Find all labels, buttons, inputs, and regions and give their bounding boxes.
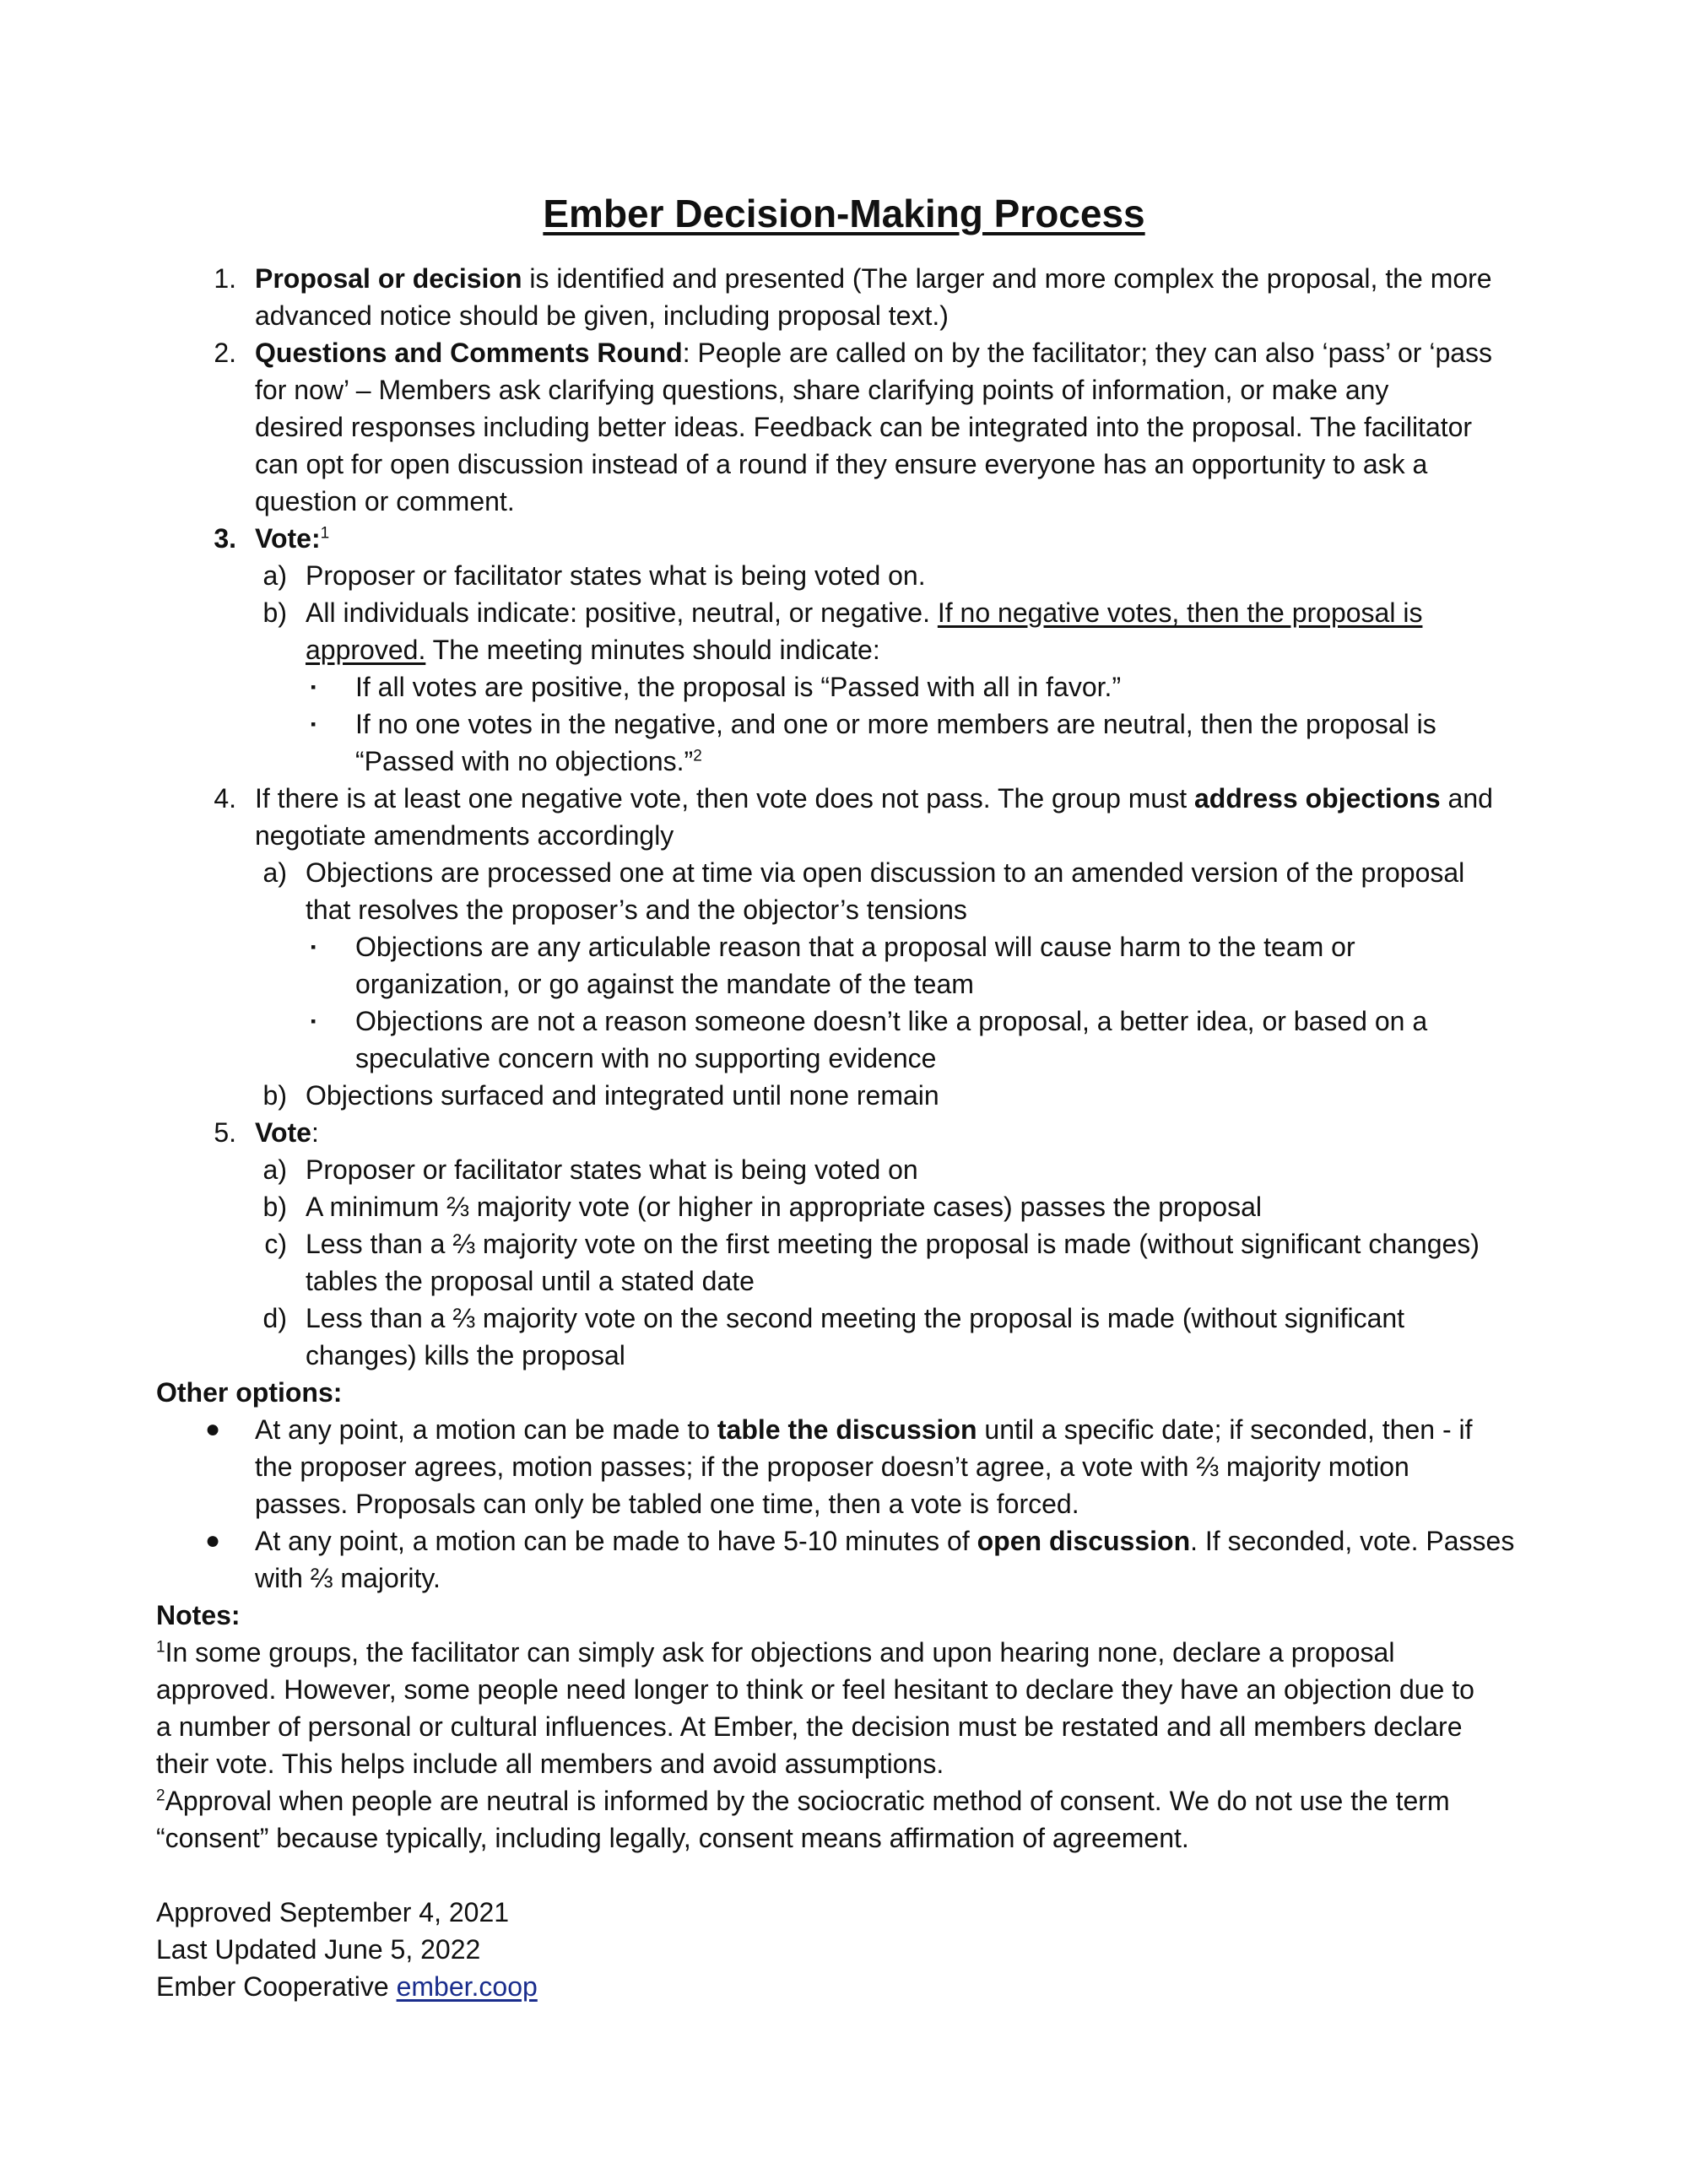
step-4-text: If there is at least one negative vote, then vote does not pass. The group must (255, 783, 1194, 814)
note-2-text: Approval when people are neutral is informed by the sociocratic method of consent. We do not use the term (165, 1786, 1450, 1816)
bullet-icon: ● (205, 1415, 221, 1443)
sub-letter: a) (262, 1154, 287, 1185)
step-3-lead: Vote: (255, 523, 321, 554)
step-1-text: is identified and presented (The larger and more complex the proposal, the more (522, 263, 1492, 294)
step-2-line-3: desired responses including better ideas. Feedback can be integrated into the proposal. The facilitator (255, 412, 1473, 442)
sub-letter: d) (262, 1303, 287, 1333)
step-2-lead: Questions and Comments Round (255, 338, 683, 368)
bullet-icon: ● (205, 1527, 221, 1554)
step-5d-line-2: changes) kills the proposal (306, 1340, 625, 1370)
step-5a-text: Proposer or facilitator states what is being voted on (306, 1154, 918, 1185)
step-number: 3. (214, 523, 236, 554)
step-4-bold: address objections (1193, 783, 1441, 814)
step-3-line-1 (255, 522, 329, 555)
square-bullet-icon: ▪ (311, 938, 316, 955)
step-number: 5. (214, 1117, 236, 1148)
option-2-line-2: with ⅔ majority. (255, 1563, 441, 1593)
notes-heading: Notes: (156, 1600, 241, 1630)
step-number: 4. (214, 783, 236, 814)
step-2-line-1 (255, 336, 1492, 370)
step-1-lead: Proposal or decision (255, 263, 522, 294)
step-4a-line-1: Objections are processed one at time via open discussion to an amended version of the proposal (306, 857, 1465, 888)
step-5-line-1 (255, 1116, 319, 1149)
step-3b-bullet-1: If all votes are positive, the proposal is “Passed with all in favor.” (355, 672, 1122, 702)
sub-letter: a) (262, 857, 287, 888)
approved-date: Approved September 4, 2021 (156, 1897, 510, 1927)
note-2-line-1 (156, 1784, 1450, 1818)
option-2-text: . If seconded, vote. Passes (1190, 1526, 1515, 1556)
square-bullet-icon: ▪ (311, 678, 316, 695)
step-5-lead: Vote (255, 1117, 311, 1148)
note-2-line-2: “consent” because typically, including legally, consent means affirmation of agreement. (156, 1823, 1189, 1853)
step-4a-bullet-1-line-2: organization, or go against the mandate of the team (355, 969, 974, 999)
step-number: 1. (214, 263, 236, 294)
step-3b-underlined: If no negative votes, then the proposal is (937, 597, 1423, 628)
step-3b-bullet-2-line-1: If no one votes in the negative, and one or more members are neutral, then the proposal is (355, 709, 1436, 739)
sub-letter: a) (262, 560, 287, 591)
step-3b-bullet-2-text: “Passed with no objections.” (355, 746, 694, 776)
step-4a-bullet-2-line-2: speculative concern with no supporting evidence (355, 1043, 937, 1073)
option-1-line-2: the proposer agrees, motion passes; if the proposer doesn’t agree, a vote with ⅔ majority motion (255, 1451, 1409, 1482)
sub-letter: b) (262, 1080, 287, 1111)
step-3b-text: The meeting minutes should indicate: (425, 635, 880, 665)
square-bullet-icon: ▪ (311, 716, 316, 733)
step-4a-line-2: that resolves the proposer’s and the objector’s tensions (306, 895, 967, 925)
step-3b-underlined: approved. (306, 635, 426, 665)
note-1-text: In some groups, the facilitator can simply ask for objections and upon hearing none, declare a proposal (165, 1637, 1395, 1668)
step-2-line-4: can opt for open discussion instead of a round if they ensure everyone has an opportunity to ask a (255, 449, 1428, 479)
website-link[interactable]: ember.coop (396, 1971, 538, 2002)
step-number: 2. (214, 338, 236, 368)
step-5c-line-2: tables the proposal until a stated date (306, 1266, 755, 1296)
note-1-line-2: approved. However, some people need longer to think or feel hesitant to declare they have an objection due to (156, 1674, 1474, 1705)
footnote-marker: 2 (156, 1787, 165, 1805)
organization-line (156, 1970, 538, 2003)
last-updated-date: Last Updated June 5, 2022 (156, 1934, 481, 1965)
step-5b-text: A minimum ⅔ majority vote (or higher in appropriate cases) passes the proposal (306, 1192, 1262, 1222)
sub-letter: b) (262, 597, 287, 628)
option-1-line-1 (255, 1413, 1473, 1446)
organization-name: Ember Cooperative (156, 1971, 397, 2002)
step-4-line-2: negotiate amendments accordingly (255, 820, 674, 851)
step-1-line-2: advanced notice should be given, including proposal text.) (255, 300, 949, 331)
step-4-line-1 (255, 781, 1493, 815)
note-1-line-3: a number of personal or cultural influences. At Ember, the decision must be restated and all members declare (156, 1711, 1463, 1742)
step-3a-text: Proposer or facilitator states what is being voted on. (306, 560, 926, 591)
note-1-line-1 (156, 1635, 1394, 1669)
page-title: Ember Decision-Making Process (543, 192, 1145, 235)
footnote-ref: 2 (693, 747, 702, 765)
option-1-line-3: passes. Proposals can only be tabled one time, then a vote is forced. (255, 1489, 1079, 1519)
step-4a-bullet-2-line-1: Objections are not a reason someone doesn’t like a proposal, a better idea, or based on a (355, 1006, 1428, 1036)
footnote-marker: 1 (156, 1638, 165, 1657)
option-2-text: At any point, a motion can be made to have 5-10 minutes of (255, 1526, 977, 1556)
step-2-line-5: question or comment. (255, 486, 515, 516)
step-4a-bullet-1-line-1: Objections are any articulable reason that a proposal will cause harm to the team or (355, 932, 1355, 962)
other-options-heading: Other options: (156, 1377, 343, 1408)
step-2-line-2: for now’ – Members ask clarifying questions, share clarifying points of information, or make any (255, 375, 1389, 405)
option-1-text: until a specific date; if seconded, then - if (977, 1414, 1473, 1445)
sub-letter: c) (264, 1229, 287, 1259)
option-2-line-1 (255, 1524, 1514, 1558)
option-1-bold: table the discussion (717, 1414, 977, 1445)
step-3b-bullet-2-line-2 (355, 744, 702, 778)
step-5d-line-1: Less than a ⅔ majority vote on the second meeting the proposal is made (without significant (306, 1303, 1405, 1333)
square-bullet-icon: ▪ (311, 1013, 316, 1030)
option-1-text: At any point, a motion can be made to (255, 1414, 717, 1445)
note-1-line-4: their vote. This helps include all members and avoid assumptions. (156, 1749, 944, 1779)
step-1-line-1 (255, 262, 1492, 295)
step-3b-line-2 (306, 633, 880, 667)
step-2-text: : People are called on by the facilitator; they can also ‘pass’ or ‘pass (682, 338, 1493, 368)
option-2-bold: open discussion (977, 1526, 1191, 1556)
step-3b-line-1 (306, 596, 1422, 630)
step-5c-line-1: Less than a ⅔ majority vote on the first meeting the proposal is made (without significant changes) (306, 1229, 1480, 1259)
step-4b-text: Objections surfaced and integrated until none remain (306, 1080, 939, 1111)
step-3b-text: All individuals indicate: positive, neutral, or negative. (306, 597, 938, 628)
footnote-ref: 1 (320, 524, 330, 543)
step-5-colon: : (311, 1117, 319, 1148)
step-4-text: and (1440, 783, 1493, 814)
sub-letter: b) (262, 1192, 287, 1222)
